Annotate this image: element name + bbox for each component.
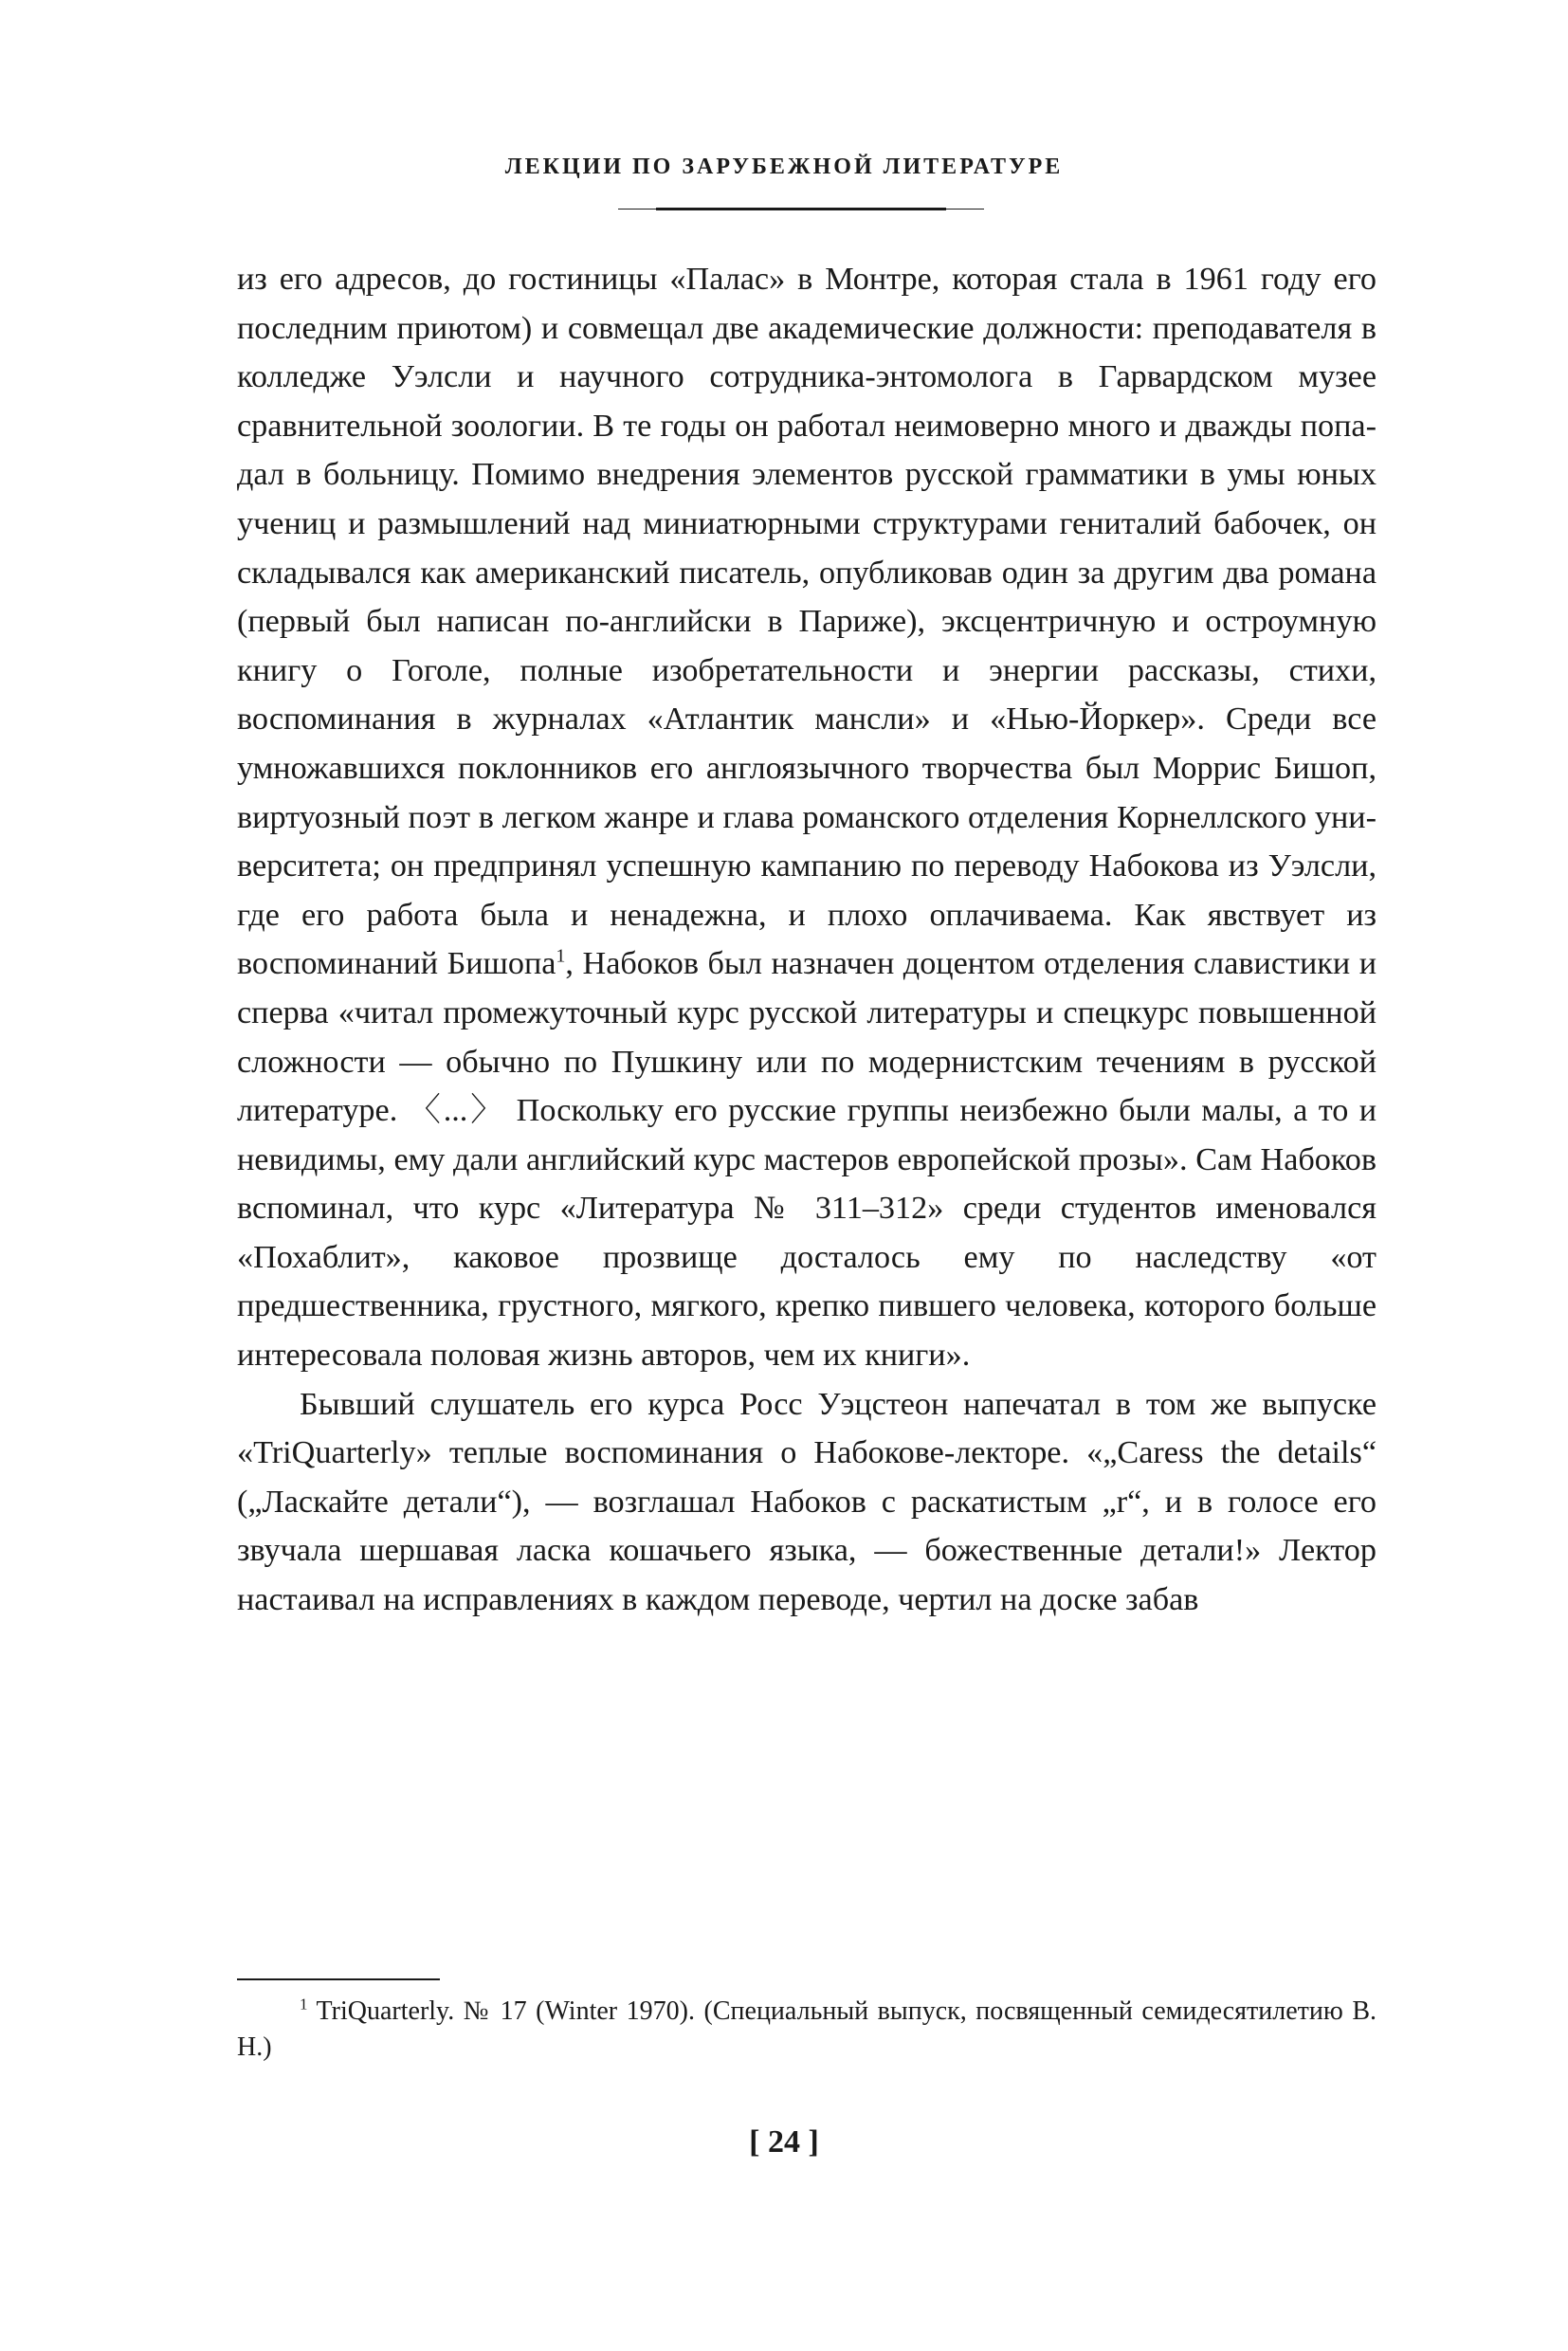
header-rule [656,208,946,210]
running-title: ЛЕКЦИИ ПО ЗАРУБЕЖНОЙ ЛИТЕРАТУРЕ [504,155,1064,179]
footnote-marker: 1 [300,1995,308,2014]
main-text [237,255,1377,1625]
paragraph-1-continuation: , Набоков был назначен доцентом отделения славистики и сперва «читал промежуточный курс русской литературы и спецкурс повышенной сложности — обычно по Пушкину или по модернистским течениям в русской литературе. 〈...〉 Поскольку его русские группы неизбежно были малы, а то и невидимы, ему дали английский курс мастеров европейской прозы». Сам Набоков вспоминал, что курс «Литература № 311–312» среди студентов именовался «Похаблит», каковое прозвище досталось ему по наследству «от предшественника, грустного, мягкого, крепко пившего человека, которого больше интересовала половая жизнь авторов, чем их книги». [237,946,1377,1374]
paragraph-2: Бывший слушатель его курса Росс Уэцстеон напечатал в том же выпуске «TriQuarterly» теплые воспоминания о Набокове-лекторе. «„Caress the details“ („Ласкайте детали“), — возглашал Набоков с раскатистым „r“, и в голосе его звучала шершавая ласка кошачьего языка, — божественные детали!» Лектор настаивал на исправлениях в каждом переводе, чертил на доске забав [237,1386,1377,1618]
page-number: [ 24 ] [749,2124,819,2160]
footnote-rule [237,1978,440,1980]
footnote [237,1994,1377,2066]
footnote-text: TriQuarterly. № 17 (Winter 1970). (Специальный выпуск, посвященный семидесятилетию В. Н.) [237,1996,1377,2062]
paragraph-1-text: из его адресов, до гостиницы «Палас» в Монтре, которая стала в 1961 году его последним приютом) и совмещал две академические должности: преподавателя в колледже Уэлсли и научного сотрудника-энтомолога в Гарвардском музее сравнительной зоологии. В те годы он работал неимоверно много и дважды попадал в больницу. Помимо внедрения элементов русской грамматики в умы юных учениц и размышлений над миниатюрными структурами гениталий бабочек, он складывался как американский писатель, опубликовав один за другим два романа (первый был написан по-английски в Париже), эксцентричную и остроумную книгу о Гоголе, полные изобретательности и энергии рассказы, стихи, воспоминания в журналах «Атлантик мансли» и «Нью-Йоркер». Среди все умножавшихся поклонников его англоязычного творчества был Моррис Бишоп, виртуозный поэт в легком жанре и глава романского отделения Корнеллского университета; он предпринял успешную кампанию по переводу Набокова из Уэлсли, где его работа была и ненадежна, и плохо оплачиваема. Как явствует из воспоминаний Бишопа [237,262,1377,982]
paragraph-1 [237,255,1377,1380]
footnote-reference: 1 [556,945,566,967]
